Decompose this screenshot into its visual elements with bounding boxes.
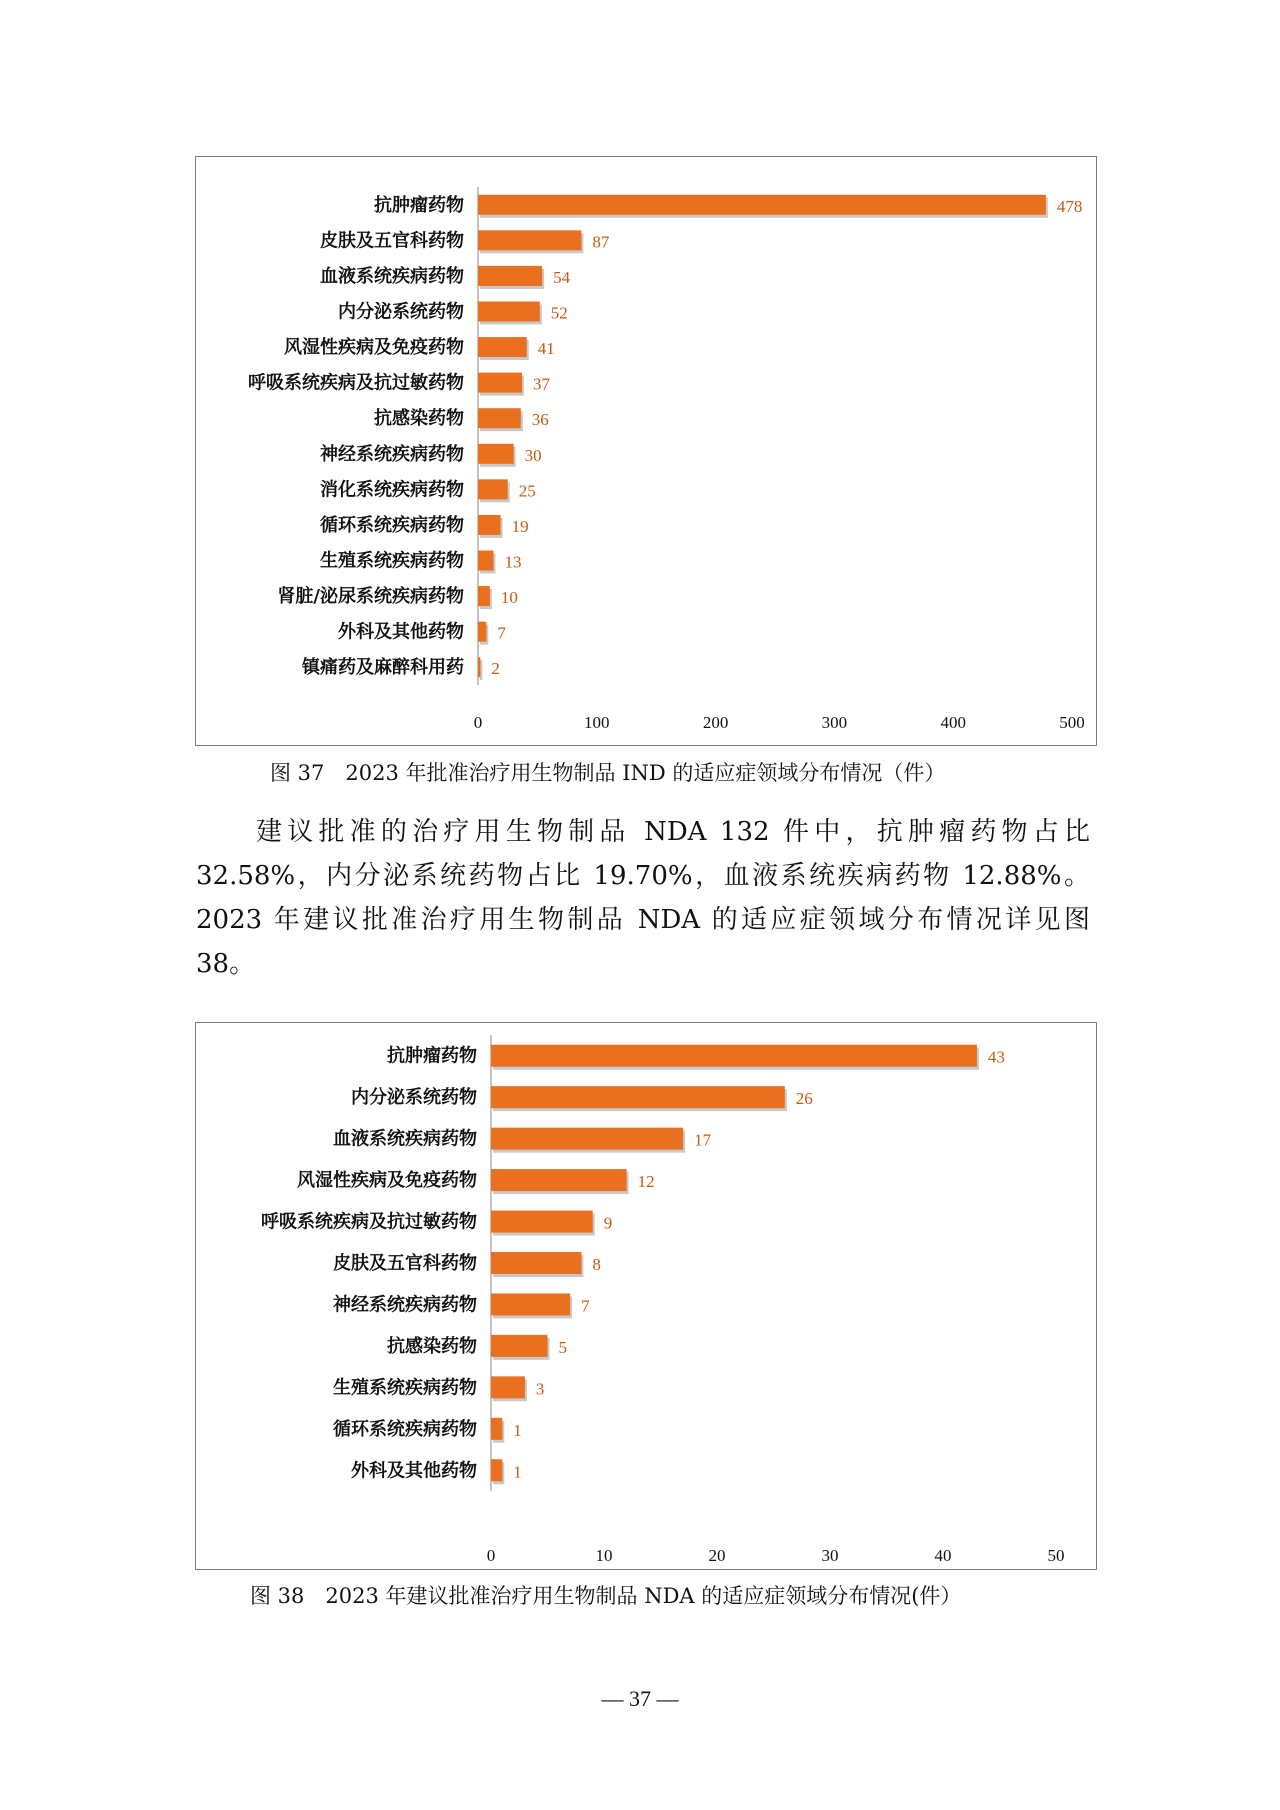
bar	[478, 444, 514, 464]
x-tick-label: 20	[708, 1546, 726, 1565]
paragraph-line-4: 38。	[196, 949, 256, 979]
figure-38-caption: 图 38 2023 年建议批准治疗用生物制品 NDA 的适应症领域分布情况(件）	[250, 1584, 962, 1608]
data-label: 26	[795, 1089, 813, 1109]
data-label: 30	[524, 445, 542, 465]
category-label: 外科及其他药物	[351, 1460, 477, 1482]
bar	[478, 586, 490, 606]
category-label: 风湿性疾病及免疫药物	[284, 337, 464, 359]
x-tick-label: 0	[473, 713, 483, 732]
category-label: 生殖系统疾病药物	[333, 1377, 477, 1399]
data-label: 25	[518, 481, 536, 501]
body-paragraph	[196, 810, 1090, 986]
x-tick-label: 30	[821, 1546, 839, 1565]
bar	[478, 373, 522, 393]
bar	[491, 1128, 683, 1150]
paragraph-line-3: 2023 年建议批准治疗用生物制品 NDA 的适应症领域分布情况详见图	[196, 905, 1090, 935]
x-tick-label: 0	[486, 1546, 496, 1565]
category-label: 抗肿瘤药物	[387, 1045, 477, 1067]
figure-37-caption: 图 37 2023 年批准治疗用生物制品 IND 的适应症领域分布情况（件）	[270, 761, 946, 785]
bar	[478, 551, 493, 571]
category-label: 皮肤及五官科药物	[333, 1253, 477, 1274]
data-label: 1	[513, 1420, 522, 1440]
bar	[478, 337, 527, 357]
category-label: 抗肿瘤药物	[374, 194, 464, 216]
bar	[491, 1335, 548, 1357]
category-label: 抗感染药物	[374, 408, 464, 430]
data-label: 1	[513, 1462, 522, 1482]
category-label: 内分泌系统药物	[351, 1087, 477, 1109]
x-tick-label: 40	[934, 1546, 952, 1565]
data-label: 36	[531, 410, 549, 430]
data-label: 8	[592, 1255, 601, 1274]
bar	[491, 1211, 593, 1233]
data-label: 2	[491, 659, 500, 679]
category-label: 抗感染药物	[387, 1335, 477, 1357]
data-label: 41	[537, 339, 555, 359]
chart-fig38-plot	[196, 1023, 1096, 1569]
category-label: 血液系统疾病药物	[320, 265, 464, 287]
data-label: 12	[637, 1172, 655, 1192]
bar	[491, 1459, 502, 1481]
chart-fig37	[195, 156, 1097, 746]
x-tick-label: 50	[1047, 1546, 1065, 1565]
bar	[491, 1252, 581, 1274]
bar	[491, 1169, 627, 1191]
category-label: 血液系统疾病药物	[333, 1128, 477, 1150]
bar	[478, 302, 540, 322]
paragraph-line-2: 32.58%，内分泌系统药物占比 19.70%，血液系统疾病药物 12.88%。	[196, 861, 1090, 891]
category-label: 神经系统疾病药物	[320, 443, 464, 465]
category-label: 循环系统疾病药物	[333, 1418, 477, 1440]
data-label: 19	[511, 516, 529, 536]
category-label: 循环系统疾病药物	[320, 514, 464, 536]
data-label: 43	[987, 1047, 1005, 1067]
data-label: 478	[1056, 196, 1083, 216]
data-label: 87	[592, 232, 610, 252]
data-label: 17	[694, 1130, 712, 1150]
bar	[478, 479, 508, 499]
category-label: 内分泌系统药物	[338, 301, 464, 323]
bar	[491, 1418, 502, 1440]
x-tick-label: 10	[595, 1546, 613, 1565]
bar	[491, 1376, 525, 1398]
x-tick-label: 100	[584, 713, 610, 732]
category-label: 风湿性疾病及免疫药物	[297, 1170, 477, 1192]
x-tick-label: 400	[940, 713, 966, 732]
category-label: 外科及其他药物	[338, 621, 464, 643]
bar	[478, 622, 486, 642]
category-label: 呼吸系统疾病及抗过敏药物	[248, 372, 464, 394]
bar	[491, 1293, 570, 1315]
x-tick-label: 500	[1059, 713, 1085, 732]
bar	[478, 408, 521, 428]
x-tick-label: 200	[702, 713, 729, 732]
bar	[478, 515, 501, 535]
data-label: 9	[603, 1213, 613, 1233]
data-label: 10	[500, 588, 518, 608]
chart-fig38	[195, 1022, 1097, 1570]
bar	[478, 195, 1046, 215]
category-label: 呼吸系统疾病及抗过敏药物	[261, 1211, 477, 1233]
category-label: 镇痛药及麻醉科用药	[302, 657, 464, 679]
data-label: 37	[532, 374, 550, 394]
data-label: 5	[558, 1337, 567, 1357]
paragraph-line-1: 建议批准的治疗用生物制品 NDA 132 件中，抗肿瘤药物占比	[256, 817, 1090, 847]
bar	[491, 1045, 977, 1067]
data-label: 13	[504, 552, 522, 572]
data-label: 7	[497, 623, 506, 643]
data-label: 3	[535, 1379, 545, 1399]
chart-fig37-plot	[196, 157, 1096, 745]
category-label: 肾脏/泌尿系统疾病药物	[277, 586, 464, 608]
category-label: 皮肤及五官科药物	[320, 230, 464, 252]
x-tick-label: 300	[821, 713, 848, 732]
bar	[491, 1086, 785, 1108]
bar	[478, 230, 581, 250]
data-label: 52	[550, 303, 568, 323]
category-label: 神经系统疾病药物	[333, 1294, 477, 1316]
data-label: 54	[553, 267, 571, 287]
page-number: — 37 —	[601, 1686, 679, 1711]
data-label: 7	[581, 1296, 590, 1316]
category-label: 生殖系统疾病药物	[320, 550, 464, 572]
bar	[478, 657, 480, 677]
bar	[478, 266, 542, 286]
category-label: 消化系统疾病药物	[320, 479, 464, 501]
